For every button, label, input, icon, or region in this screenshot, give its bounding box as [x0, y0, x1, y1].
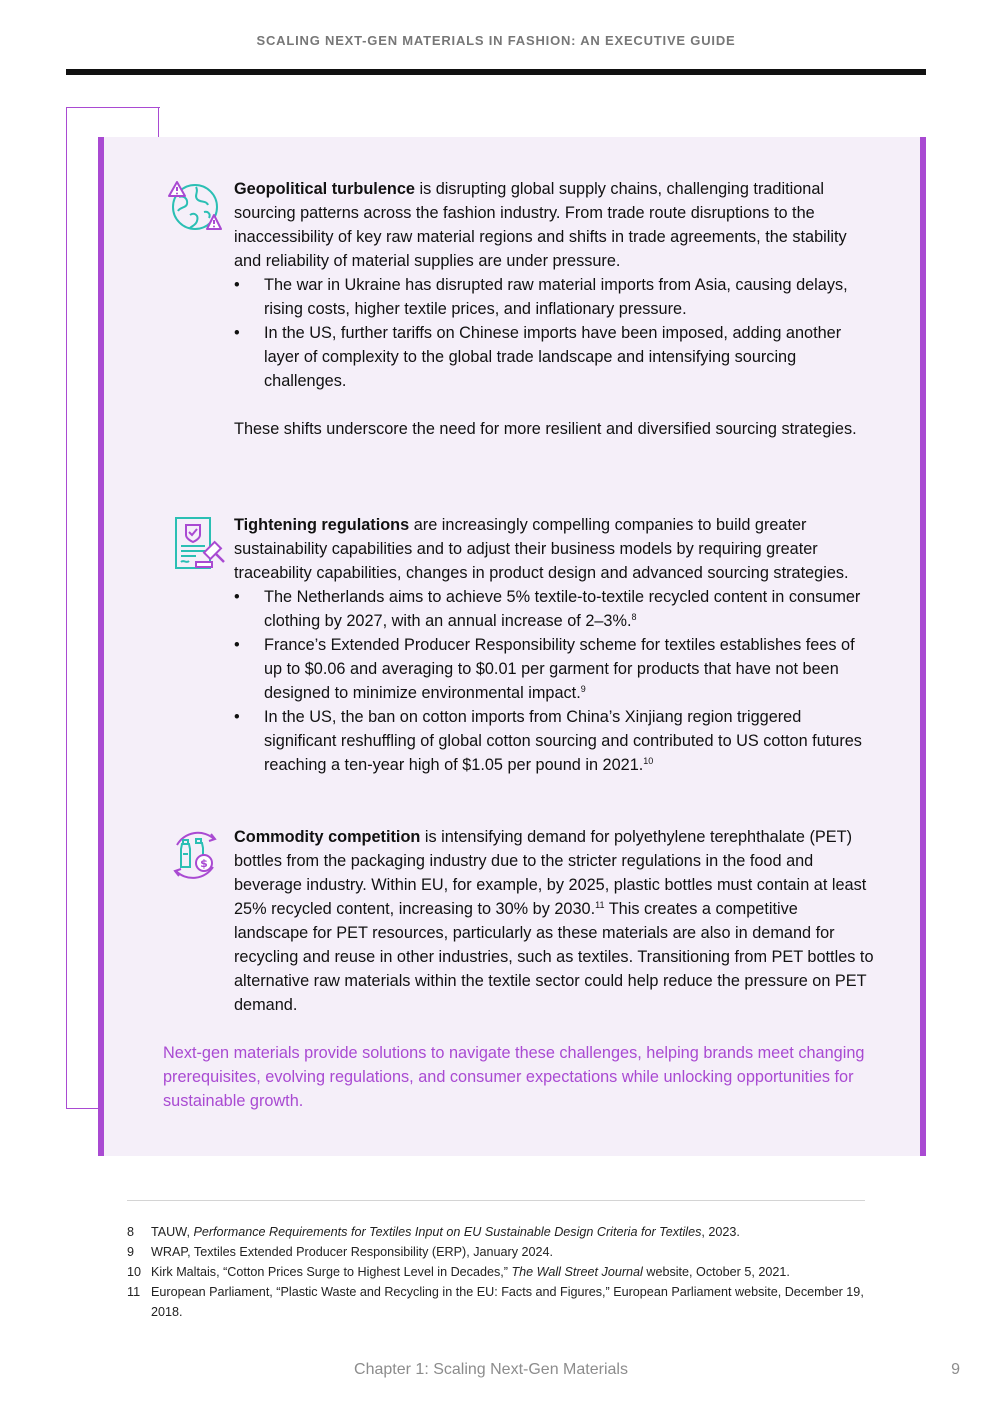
bullet-mark: • [234, 324, 240, 342]
geopolitical-lead: Geopolitical turbulence [234, 180, 415, 198]
header-rule [66, 69, 926, 75]
commodity-intro: is intensifying demand for polyethylene terephthalate (PET) bottles from the packaging industry due to the stricter regulations in the food and beverage industry. Within EU, for example, by 2025, plastic bottles must contain at least 25% recycled content, increasing to 30% by 2030. [234, 828, 867, 918]
list-item [234, 633, 874, 705]
footnote-ref: 11 [595, 900, 605, 910]
list-item [234, 321, 874, 393]
running-header: SCALING NEXT-GEN MATERIALS IN FASHION: AN EXECUTIVE GUIDE [256, 33, 736, 48]
footnote-number: 9 [127, 1245, 135, 1259]
bullet-mark: • [234, 588, 240, 606]
bullet-mark: • [234, 276, 240, 294]
footnote-number: 8 [127, 1225, 135, 1239]
footnote-text: Kirk Maltais, “Cotton Prices Surge to Highest Level in Decades,” [151, 1265, 512, 1279]
list-item-text: The Netherlands aims to achieve 5% textile-to-textile recycled content in consumer clothing by 2027, with an annual increase of 2–3%. [264, 588, 861, 630]
regulations-section [234, 513, 874, 777]
svg-text:$: $ [200, 857, 208, 870]
footnote-italic: The Wall Street Journal [511, 1265, 643, 1279]
footer-chapter-title: Chapter 1: Scaling Next-Gen Materials [354, 1361, 628, 1378]
footnote-text: TAUW, [151, 1225, 194, 1239]
footnote [127, 1222, 872, 1242]
regulations-bullets [234, 585, 874, 777]
footnote-text-end: , 2023. [701, 1225, 740, 1239]
footnote-italic: Performance Requirements for Textiles Input on EU Sustainable Design Criteria for Textiles [193, 1225, 702, 1239]
callout-text: Next-gen materials provide solutions to navigate these challenges, helping brands meet changing prerequisites, evolving regulations, and consumer expectations while unlocking opportunities for sustainable growth. [163, 1044, 865, 1110]
regulations-intro: are increasingly compelling companies to build greater sustainability capabilities and to adjust their business models by requiring greater traceability capabilities, changes in product design and advanced sourcing strategies. [234, 516, 849, 582]
footnotes [127, 1222, 872, 1322]
regulations-paragraph [234, 513, 874, 585]
list-item [234, 273, 874, 321]
commodity-section [234, 825, 874, 1017]
bottle-recycle-icon [167, 827, 223, 883]
footnote-ref: 10 [643, 756, 654, 766]
footnote-text: WRAP, Textiles Extended Producer Responsibility (ERP), January 2024. [151, 1245, 554, 1259]
list-item [234, 705, 874, 777]
footnote [127, 1282, 872, 1322]
geopolitical-intro: is disrupting global supply chains, challenging traditional sourcing patterns across the fashion industry. From trade route disruptions to the inaccessibility of key raw material regions and shifts in trade agreements, the stability and reliability of material supplies are under pressure. [234, 180, 847, 270]
footnote-number: 11 [127, 1285, 141, 1299]
geopolitical-paragraph [234, 177, 874, 273]
footnote-ref: 8 [631, 612, 637, 622]
commodity-intro-continued: This creates a competitive landscape for PET resources, particularly as these materials are also in demand for recycling and reuse in other industries, such as textiles. Transitioning from PET bottles to alternative raw materials within the textile sector could help reduce the pressure on PET demand. [234, 900, 874, 1014]
footnote-text-end: website, October 5, 2021. [642, 1265, 790, 1279]
list-item-text: In the US, further tariffs on Chinese imports have been imposed, adding another layer of complexity to the global trade landscape and intensifying sourcing challenges. [264, 324, 842, 390]
globe-warning-icon [166, 179, 222, 235]
bullet-mark: • [234, 636, 240, 654]
footnote-rule [127, 1200, 865, 1201]
geopolitical-bullets [234, 273, 874, 393]
list-item-text: In the US, the ban on cotton imports from China’s Xinjiang region triggered significant reshuffling of global cotton sourcing and contributed to US cotton futures reaching a ten-year high of $1.05 per pound in 2021. [264, 708, 862, 774]
footnote [127, 1242, 872, 1262]
geopolitical-section [234, 177, 874, 441]
footnote-number: 10 [127, 1265, 142, 1279]
decorative-frame-tab [158, 107, 159, 138]
page-number: 9 [951, 1361, 960, 1378]
commodity-paragraph [234, 825, 874, 1017]
certificate-gavel-icon [170, 515, 226, 571]
list-item-text: France’s Extended Producer Responsibility scheme for textiles establishes fees of up to $0.06 and averaging to $0.01 per garment for products that have not been designed to minimize environmental impact. [264, 636, 855, 702]
geopolitical-closing: These shifts underscore the need for more resilient and diversified sourcing strategies. [234, 420, 857, 438]
footnote [127, 1262, 872, 1282]
footnote-text: European Parliament, “Plastic Waste and Recycling in the EU: Facts and Figures,” European Parliament website, December 19, 2018. [151, 1285, 864, 1319]
regulations-lead: Tightening regulations [234, 516, 410, 534]
list-item-text: The war in Ukraine has disrupted raw material imports from Asia, causing delays, rising costs, higher textile prices, and inflationary pressure. [264, 276, 848, 318]
commodity-lead: Commodity competition [234, 828, 421, 846]
footnote-ref: 9 [580, 684, 586, 694]
list-item [234, 585, 874, 633]
bullet-mark: • [234, 708, 240, 726]
